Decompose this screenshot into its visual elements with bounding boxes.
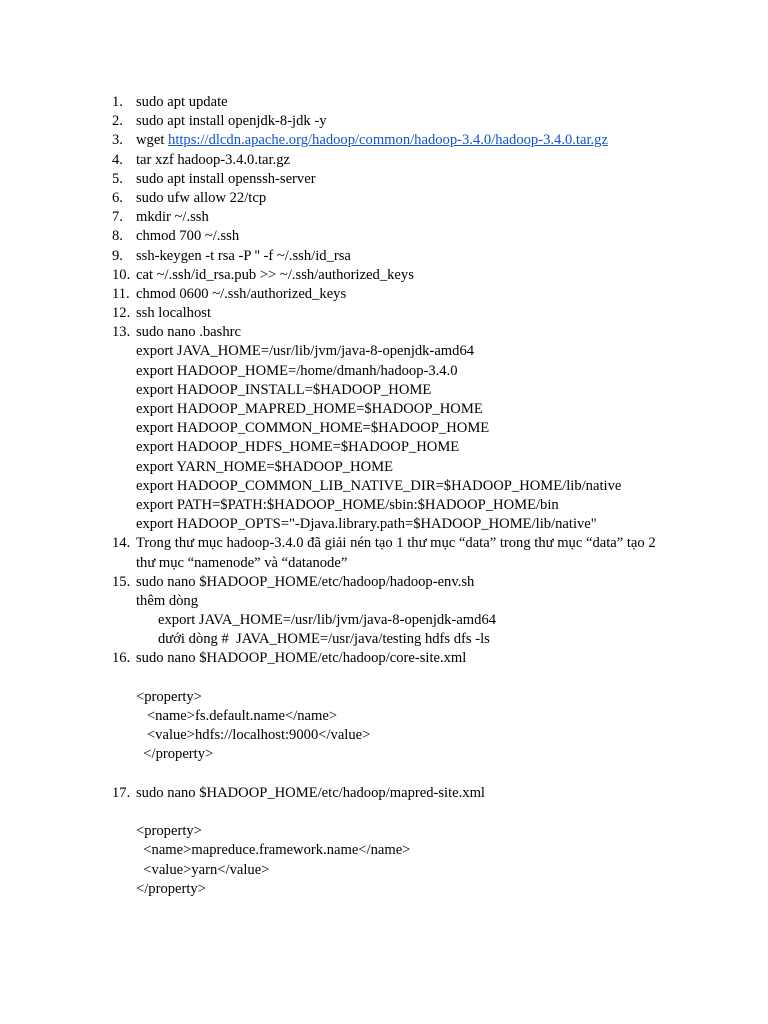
list-item [112,227,712,246]
list-item [112,784,712,803]
list-item [112,649,712,668]
bashrc-line: export HADOOP_MAPRED_HOME=$HADOOP_HOME [136,401,483,417]
list-number: 2. [112,113,123,130]
list-item [112,112,712,131]
list-item [112,131,712,150]
xml-line: <property> [136,688,202,705]
xml-line: </property> [136,880,206,897]
list-text: chmod 700 ~/.ssh [136,228,240,245]
list-item [112,93,712,112]
list-number: 1. [112,94,123,110]
hadoop-download-link[interactable]: https://dlcdn.apache.org/hadoop/common/hadoop-3.4.0/hadoop-3.4.0.tar.gz [168,132,608,149]
list-item-continuation: thư mục “namenode” và “datanode” [136,554,348,571]
list-number: 11. [112,285,130,302]
list-number: 7. [112,209,123,226]
list-item [112,247,712,266]
bashrc-line: export JAVA_HOME=/usr/lib/jvm/java-8-openjdk-amd64 [136,343,475,360]
list-number: 8. [112,228,123,245]
list-text: sudo nano $HADOOP_HOME/etc/hadoop/mapred-site.xml [136,784,485,801]
list-number: 15. [112,573,131,590]
list-number: 12. [112,305,131,322]
list-number: 9. [112,247,123,264]
list-text: sudo nano $HADOOP_HOME/etc/hadoop/core-site.xml [136,650,467,667]
list-item [112,151,712,170]
list-text: sudo apt install openjdk-8-jdk -y [136,113,327,130]
bashrc-line: export HADOOP_HDFS_HOME=$HADOOP_HOME [136,439,460,456]
xml-line: <property> [136,823,202,840]
xml-line: <name>mapreduce.framework.name</name> [136,842,411,859]
bashrc-line: export HADOOP_COMMON_HOME=$HADOOP_HOME [136,420,490,437]
list-item [112,170,712,189]
list-text: sudo ufw allow 22/tcp [136,189,267,206]
list-text: mkdir ~/.ssh [136,209,209,226]
list-number: 10. [112,266,131,283]
xml-line: <value>yarn</value> [136,861,270,878]
bashrc-line: export HADOOP_OPTS="-Djava.library.path=$HADOOP_HOME/lib/native" [136,516,597,533]
list-item [112,285,712,304]
list-number: 6. [112,189,123,206]
blank-line [112,669,712,688]
list-number: 14. [112,535,131,552]
list-number: 17. [112,784,131,801]
list-text: tar xzf hadoop-3.4.0.tar.gz [136,151,290,168]
list-text: sudo nano .bashrc [136,324,241,341]
list-item [112,208,712,227]
list-number: 4. [112,151,123,168]
bashrc-line: export HADOOP_COMMON_LIB_NATIVE_DIR=$HADOOP_HOME/lib/native [136,477,622,494]
list-item-continuation: export JAVA_HOME=/usr/lib/jvm/java-8-openjdk-amd64 [158,612,497,629]
blank-line [112,803,712,822]
list-item-continuation: thêm dòng [136,592,199,609]
list-text: sudo nano $HADOOP_HOME/etc/hadoop/hadoop-env.sh [136,573,475,590]
list-item-continuation: dưới dòng # JAVA_HOME=/usr/java/testing hdfs dfs -ls [158,631,490,648]
list-item [112,304,712,323]
list-number: 5. [112,170,123,187]
list-item [112,189,712,208]
list-number: 3. [112,132,123,149]
list-text: Trong thư mục hadoop-3.4.0 đã giải nén tạo 1 thư mục “data” trong thư mục “data” tạo 2 [136,535,656,552]
list-text: ssh-keygen -t rsa -P '' -f ~/.ssh/id_rsa [136,247,351,264]
bashrc-line: export PATH=$PATH:$HADOOP_HOME/sbin:$HADOOP_HOME/bin [136,496,559,513]
bashrc-line: export HADOOP_INSTALL=$HADOOP_HOME [136,381,432,398]
list-number: 13. [112,324,131,341]
list-text: chmod 0600 ~/.ssh/authorized_keys [136,285,347,302]
xml-line: <value>hdfs://localhost:9000</value> [136,727,371,744]
list-item [112,534,712,553]
bashrc-line: export HADOOP_HOME=/home/dmanh/hadoop-3.4.0 [136,362,458,379]
xml-line: </property> [136,746,214,763]
xml-line: <name>fs.default.name</name> [136,708,338,724]
bashrc-line: export YARN_HOME=$HADOOP_HOME [136,458,393,475]
list-item [112,573,712,592]
blank-line [112,765,712,784]
list-text: sudo apt install openssh-server [136,170,316,187]
list-text: ssh localhost [136,305,211,322]
list-number: 16. [112,650,131,667]
list-item [112,323,712,342]
document-body [112,93,712,899]
list-text [136,131,608,150]
list-text: cat ~/.ssh/id_rsa.pub >> ~/.ssh/authorized_keys [136,266,414,283]
wget-prefix: wget [136,132,169,149]
list-item [112,266,712,285]
list-text: sudo apt update [136,94,228,110]
